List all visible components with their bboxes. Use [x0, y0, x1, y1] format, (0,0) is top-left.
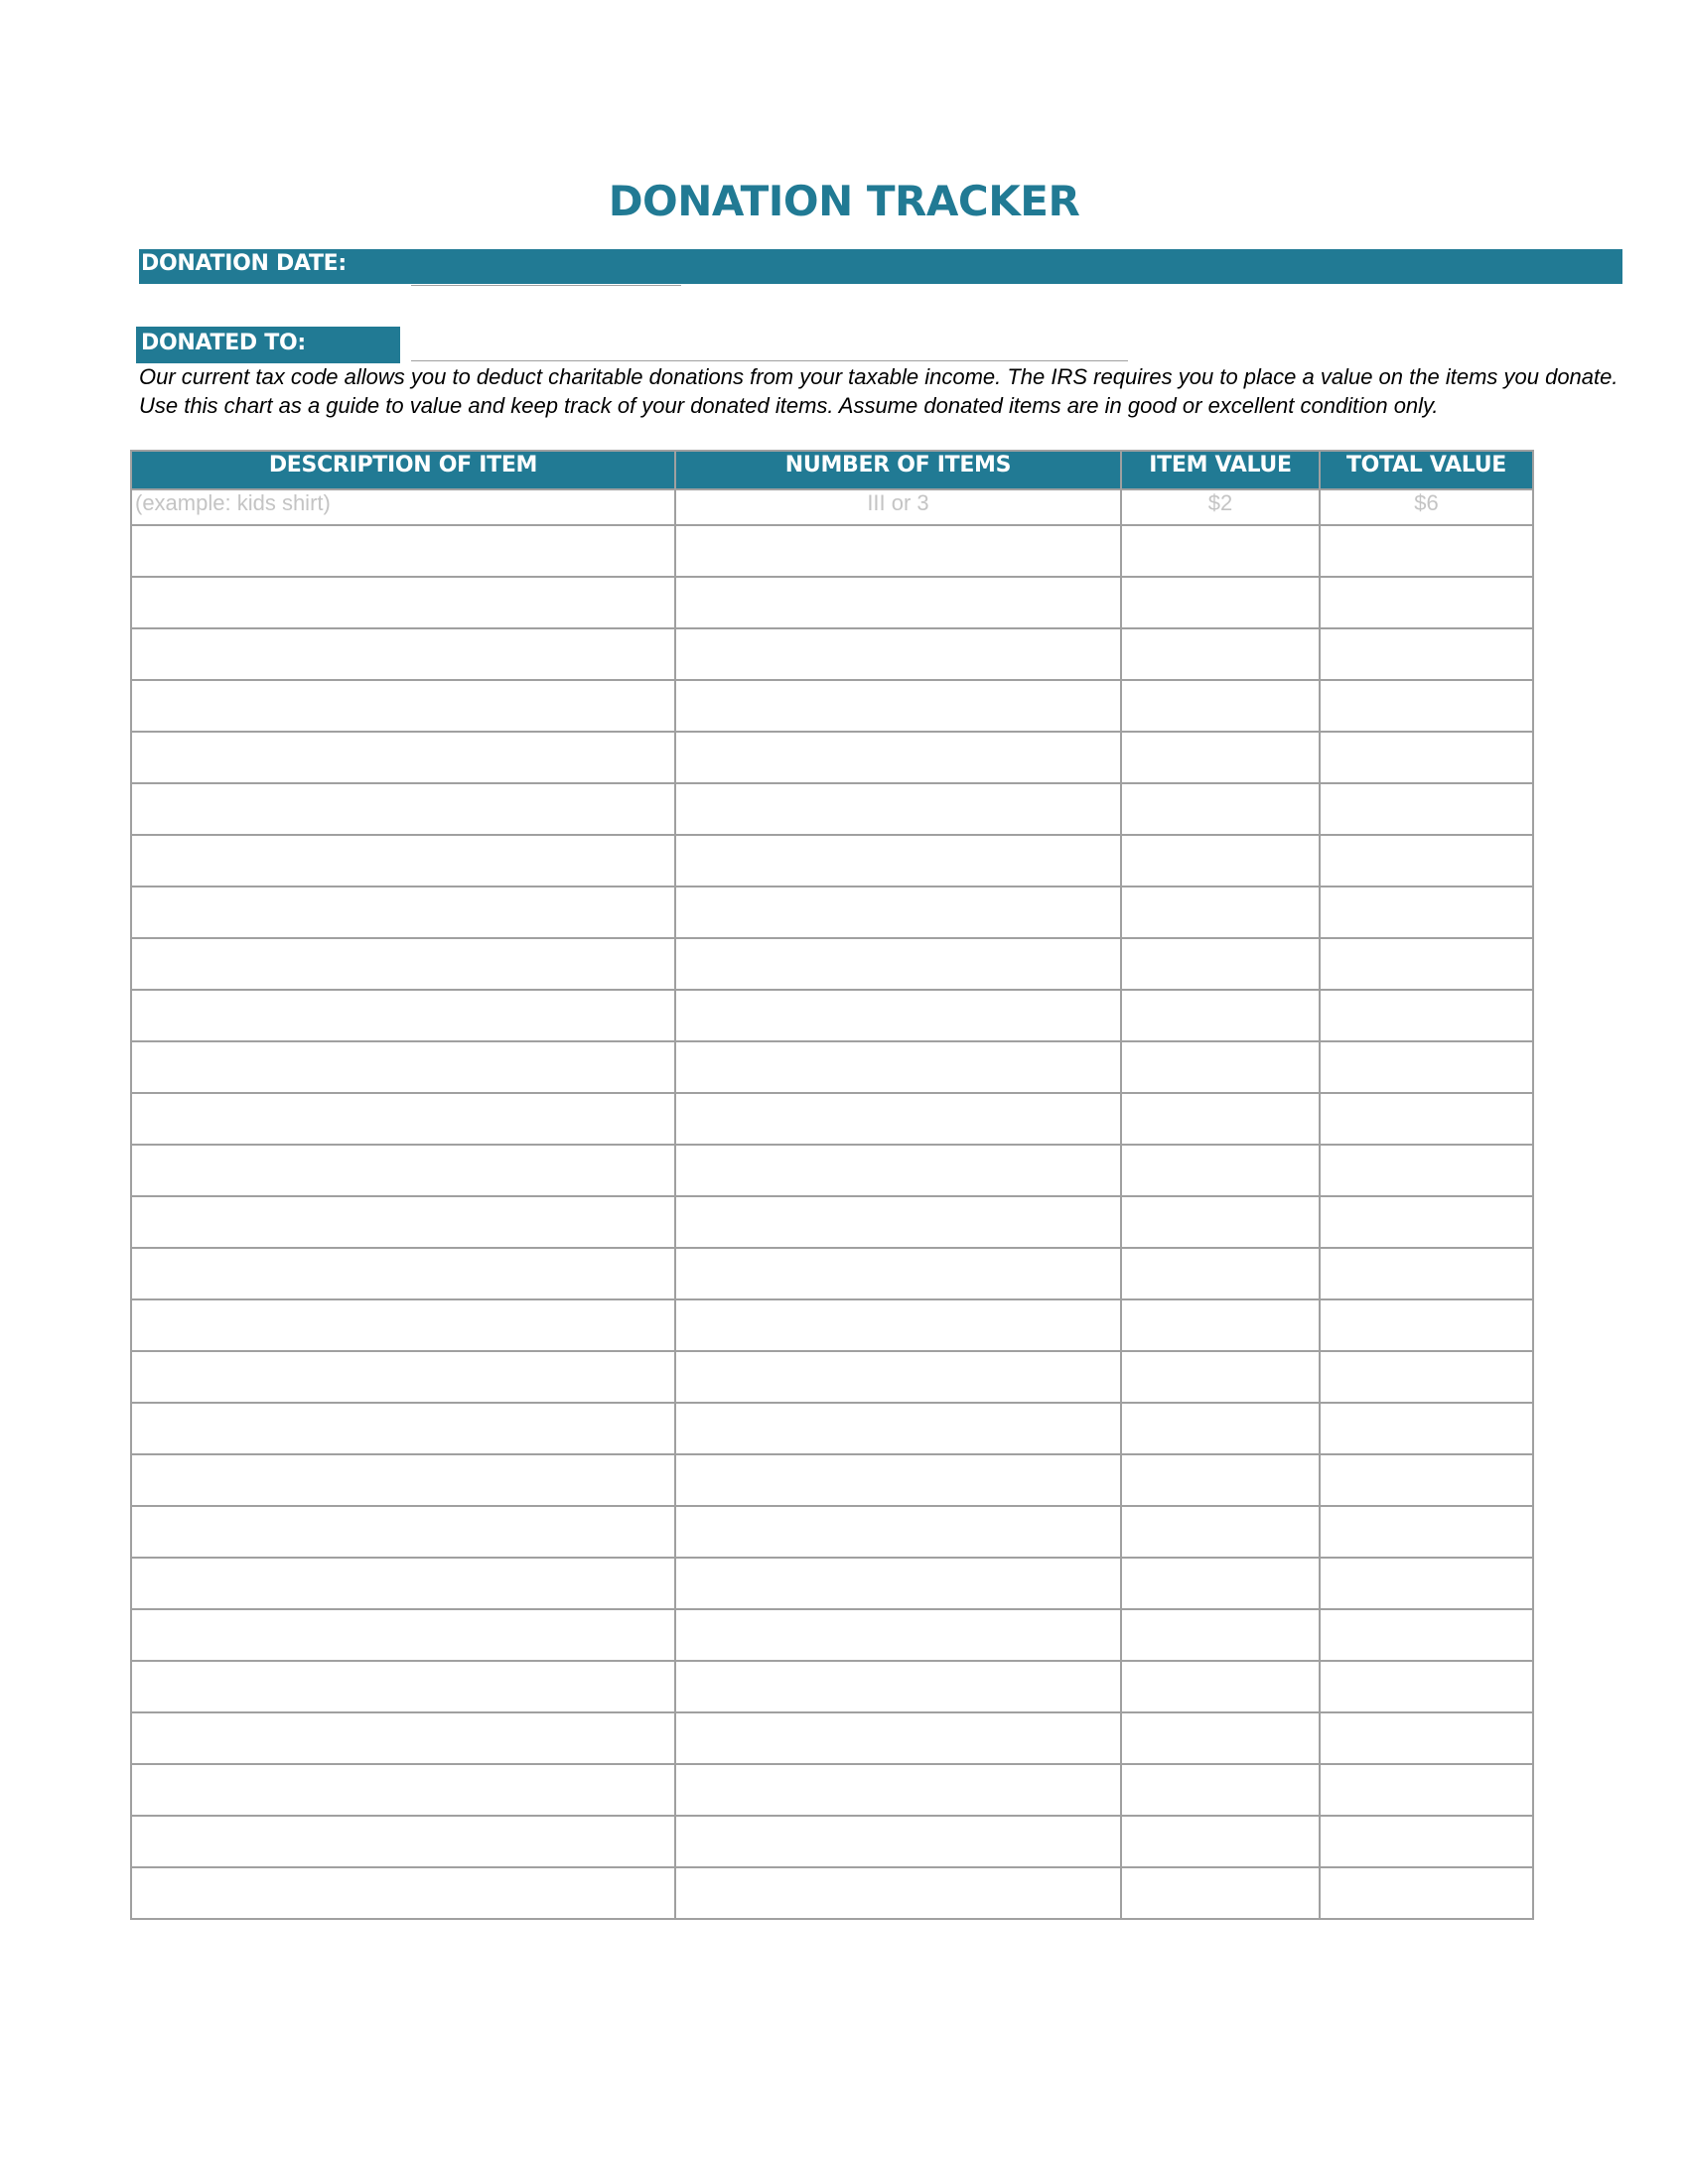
cell-description[interactable] — [131, 1196, 675, 1248]
cell-total-value[interactable] — [1320, 990, 1533, 1041]
cell-item-value[interactable] — [1121, 1093, 1320, 1145]
cell-item-value[interactable] — [1121, 1661, 1320, 1712]
cell-item-value[interactable] — [1121, 938, 1320, 990]
cell-item-value[interactable] — [1121, 1609, 1320, 1661]
cell-number[interactable] — [675, 1558, 1121, 1609]
cell-description[interactable] — [131, 1609, 675, 1661]
cell-total-value[interactable] — [1320, 1506, 1533, 1558]
cell-number[interactable] — [675, 1351, 1121, 1403]
cell-number[interactable] — [675, 628, 1121, 680]
cell-number[interactable] — [675, 938, 1121, 990]
cell-number[interactable] — [675, 783, 1121, 835]
donation-table — [130, 450, 1534, 1920]
page-title: DONATION TRACKER — [608, 177, 1080, 225]
cell-total-value[interactable] — [1320, 1454, 1533, 1506]
table-row — [131, 1661, 1533, 1712]
cell-description[interactable] — [131, 732, 675, 783]
cell-item-value[interactable] — [1121, 628, 1320, 680]
cell-item-value[interactable] — [1121, 1403, 1320, 1454]
cell-item-value[interactable] — [1121, 1041, 1320, 1093]
table-row — [131, 1867, 1533, 1919]
table-body — [131, 489, 1533, 1919]
example-row — [131, 489, 1533, 525]
donation-date-label: DONATION DATE: — [141, 251, 347, 276]
cell-total-value[interactable] — [1320, 835, 1533, 887]
cell-item-value[interactable] — [1121, 1816, 1320, 1867]
cell-item-value[interactable] — [1121, 1506, 1320, 1558]
cell-total-value[interactable] — [1320, 1609, 1533, 1661]
cell-total-value[interactable] — [1320, 1093, 1533, 1145]
cell-description[interactable] — [131, 887, 675, 938]
table-row — [131, 577, 1533, 628]
cell-number[interactable] — [675, 1299, 1121, 1351]
table-row — [131, 1145, 1533, 1196]
cell-description[interactable] — [131, 990, 675, 1041]
cell-total-value[interactable] — [1320, 1196, 1533, 1248]
cell-description[interactable] — [131, 835, 675, 887]
cell-number[interactable] — [675, 1145, 1121, 1196]
cell-description[interactable] — [131, 525, 675, 577]
cell-description[interactable] — [131, 1299, 675, 1351]
cell-number[interactable] — [675, 1403, 1121, 1454]
table-row — [131, 1764, 1533, 1816]
cell-number[interactable] — [675, 1609, 1121, 1661]
cell-item-value[interactable] — [1121, 1454, 1320, 1506]
cell-description[interactable] — [131, 1867, 675, 1919]
cell-description[interactable] — [131, 1712, 675, 1764]
cell-total-value[interactable] — [1320, 1816, 1533, 1867]
table-header-row — [131, 451, 1533, 489]
cell-item-value[interactable] — [1121, 1558, 1320, 1609]
cell-number[interactable] — [675, 1816, 1121, 1867]
table-row — [131, 938, 1533, 990]
cell-item-value[interactable] — [1121, 783, 1320, 835]
cell-item-value[interactable] — [1121, 1145, 1320, 1196]
table-row — [131, 887, 1533, 938]
table-row — [131, 1248, 1533, 1299]
cell-number[interactable] — [675, 1506, 1121, 1558]
cell-item-value[interactable] — [1121, 887, 1320, 938]
cell-number[interactable] — [675, 525, 1121, 577]
cell-total-value[interactable] — [1320, 525, 1533, 577]
table-row — [131, 1093, 1533, 1145]
cell-number[interactable] — [675, 732, 1121, 783]
donated-to-field[interactable] — [411, 360, 1128, 361]
cell-total-value[interactable] — [1320, 1248, 1533, 1299]
cell-description[interactable] — [131, 1093, 675, 1145]
table-row — [131, 1403, 1533, 1454]
cell-total-value[interactable] — [1320, 1041, 1533, 1093]
cell-item-value[interactable] — [1121, 1248, 1320, 1299]
cell-item-value[interactable] — [1121, 1299, 1320, 1351]
example-item-value: $2 — [1121, 489, 1320, 525]
table-row — [131, 1712, 1533, 1764]
cell-item-value[interactable] — [1121, 1764, 1320, 1816]
cell-total-value[interactable] — [1320, 783, 1533, 835]
table-row — [131, 1351, 1533, 1403]
cell-number[interactable] — [675, 1454, 1121, 1506]
cell-description[interactable] — [131, 577, 675, 628]
cell-number[interactable] — [675, 1661, 1121, 1712]
donated-to-label: DONATED TO: — [141, 331, 306, 355]
table-row — [131, 1609, 1533, 1661]
cell-total-value[interactable] — [1320, 1351, 1533, 1403]
table-row — [131, 525, 1533, 577]
example-number: III or 3 — [675, 489, 1121, 525]
column-header-number: NUMBER OF ITEMS — [675, 451, 1121, 489]
table-row — [131, 783, 1533, 835]
cell-number[interactable] — [675, 680, 1121, 732]
cell-description[interactable] — [131, 1145, 675, 1196]
cell-item-value[interactable] — [1121, 1196, 1320, 1248]
table-row — [131, 680, 1533, 732]
table-row — [131, 1196, 1533, 1248]
tax-notice: Our current tax code allows you to deduct charitable donations from your taxable income. The IRS requires you to place a value on the items you donate. Use this chart as a guide to value and keep track of your donated items. Assume donated items are in good or excellent condition only. — [139, 364, 1618, 418]
cell-description[interactable] — [131, 1248, 675, 1299]
cell-number[interactable] — [675, 887, 1121, 938]
cell-description[interactable] — [131, 628, 675, 680]
cell-item-value[interactable] — [1121, 1867, 1320, 1919]
cell-number[interactable] — [675, 1867, 1121, 1919]
table-row — [131, 1816, 1533, 1867]
column-header-item-value: ITEM VALUE — [1121, 451, 1320, 489]
cell-description[interactable] — [131, 1661, 675, 1712]
cell-total-value[interactable] — [1320, 1661, 1533, 1712]
cell-total-value[interactable] — [1320, 1712, 1533, 1764]
cell-description[interactable] — [131, 783, 675, 835]
cell-total-value[interactable] — [1320, 732, 1533, 783]
table-row — [131, 628, 1533, 680]
cell-description[interactable] — [131, 680, 675, 732]
cell-description[interactable] — [131, 1403, 675, 1454]
table-row — [131, 835, 1533, 887]
column-header-description: DESCRIPTION OF ITEM — [131, 451, 675, 489]
cell-number[interactable] — [675, 1041, 1121, 1093]
cell-number[interactable] — [675, 990, 1121, 1041]
cell-total-value[interactable] — [1320, 938, 1533, 990]
cell-total-value[interactable] — [1320, 1299, 1533, 1351]
cell-total-value[interactable] — [1320, 1867, 1533, 1919]
cell-item-value[interactable] — [1121, 1351, 1320, 1403]
cell-total-value[interactable] — [1320, 577, 1533, 628]
cell-total-value[interactable] — [1320, 887, 1533, 938]
cell-item-value[interactable] — [1121, 680, 1320, 732]
cell-number[interactable] — [675, 1248, 1121, 1299]
cell-description[interactable] — [131, 1454, 675, 1506]
cell-description[interactable] — [131, 938, 675, 990]
donation-date-bar — [139, 249, 1622, 284]
cell-number[interactable] — [675, 577, 1121, 628]
cell-item-value[interactable] — [1121, 990, 1320, 1041]
cell-description[interactable] — [131, 1816, 675, 1867]
cell-number[interactable] — [675, 1093, 1121, 1145]
cell-number[interactable] — [675, 1712, 1121, 1764]
cell-item-value[interactable] — [1121, 732, 1320, 783]
table-row — [131, 1506, 1533, 1558]
cell-description[interactable] — [131, 1764, 675, 1816]
cell-item-value[interactable] — [1121, 577, 1320, 628]
cell-description[interactable] — [131, 1506, 675, 1558]
table-row — [131, 1454, 1533, 1506]
cell-description[interactable] — [131, 1041, 675, 1093]
cell-description[interactable] — [131, 1351, 675, 1403]
cell-description[interactable] — [131, 1558, 675, 1609]
cell-number[interactable] — [675, 1764, 1121, 1816]
table-row — [131, 1299, 1533, 1351]
cell-item-value[interactable] — [1121, 1712, 1320, 1764]
table-row — [131, 1041, 1533, 1093]
column-header-total-value: TOTAL VALUE — [1320, 451, 1533, 489]
cell-number[interactable] — [675, 835, 1121, 887]
cell-total-value[interactable] — [1320, 1145, 1533, 1196]
example-description: (example: kids shirt) — [131, 489, 675, 525]
example-total-value: $6 — [1320, 489, 1533, 525]
table-row — [131, 1558, 1533, 1609]
cell-total-value[interactable] — [1320, 680, 1533, 732]
table-row — [131, 990, 1533, 1041]
cell-total-value[interactable] — [1320, 1764, 1533, 1816]
cell-item-value[interactable] — [1121, 835, 1320, 887]
table-row — [131, 732, 1533, 783]
cell-total-value[interactable] — [1320, 1558, 1533, 1609]
cell-number[interactable] — [675, 1196, 1121, 1248]
donation-date-field[interactable] — [411, 285, 681, 286]
cell-total-value[interactable] — [1320, 1403, 1533, 1454]
cell-total-value[interactable] — [1320, 628, 1533, 680]
cell-item-value[interactable] — [1121, 525, 1320, 577]
